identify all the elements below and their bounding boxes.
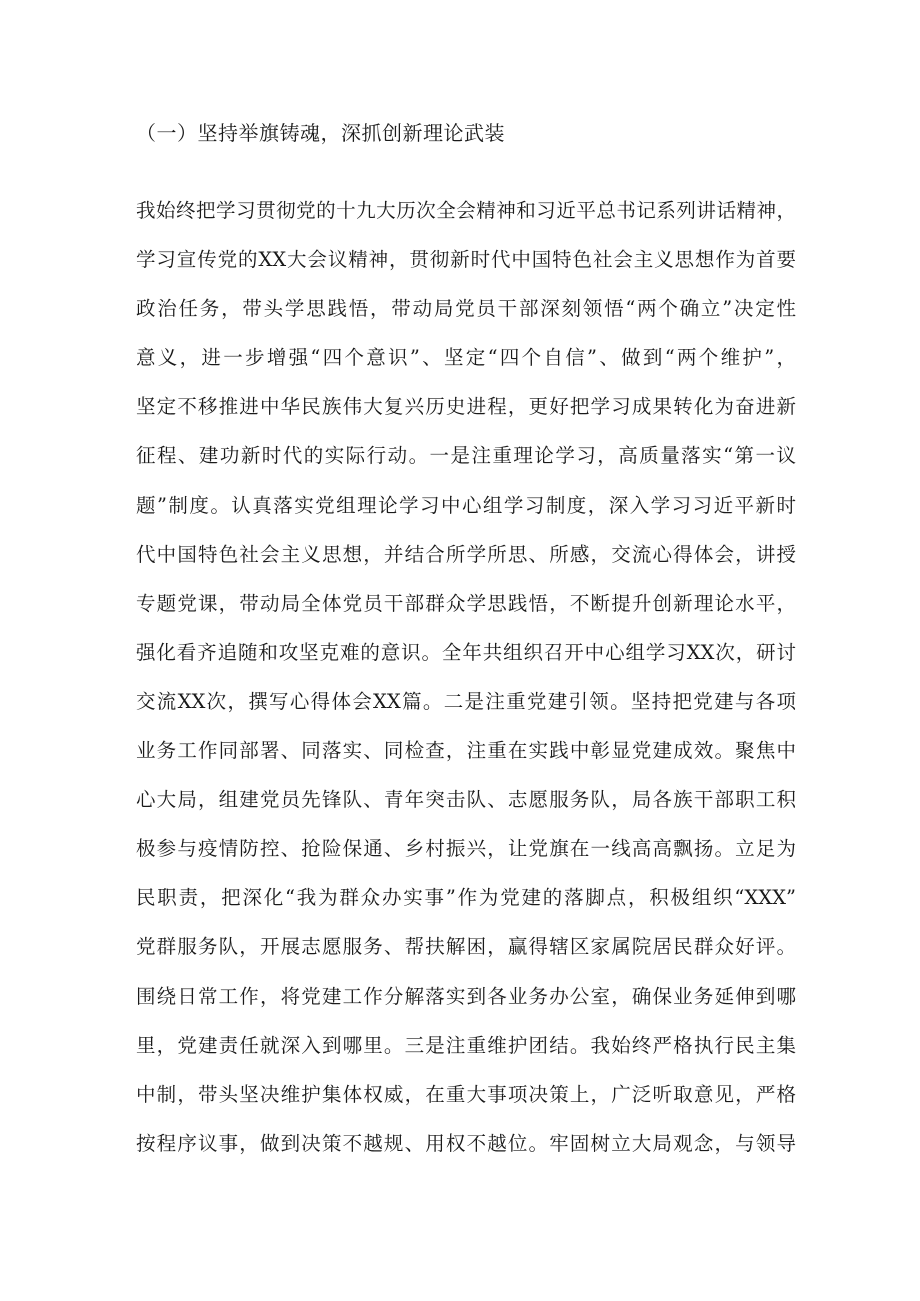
paragraph-line: 学习宣传党的XX大会议精神，贯彻新时代中国特色社会主义思想作为首要 [136, 248, 796, 272]
paragraph-line: 意义，进一步增强“四个意识”、坚定“四个自信”、做到“两个维护”， [136, 346, 796, 370]
paragraph-line: 极参与疫情防控、抢险保通、乡村振兴，让党旗在一线高高飘扬。立足为 [136, 837, 796, 861]
paragraph-line: 按程序议事，做到决策不越规、用权不越位。牢固树立大局观念，与领导 [136, 1131, 796, 1155]
paragraph-line: 党群服务队，开展志愿服务、帮扶解困，赢得辖区家属院居民群众好评。 [136, 935, 796, 959]
paragraph-line: 征程、建功新时代的实际行动。一是注重理论学习，高质量落实“第一议 [136, 444, 796, 468]
section-heading: （一）坚持举旗铸魂，深抓创新理论武装 [136, 121, 505, 145]
paragraph-line: 里，党建责任就深入到哪里。三是注重维护团结。我始终严格执行民主集 [136, 1033, 796, 1057]
paragraph-line: 民职责，把深化“我为群众办实事”作为党建的落脚点，积极组织“XXX” [136, 886, 796, 910]
paragraph-line: 我始终把学习贯彻党的十九大历次全会精神和习近平总书记系列讲话精神， [136, 199, 796, 222]
paragraph-line: 交流XX次，撰写心得体会XX篇。二是注重党建引领。坚持把党建与各项 [136, 689, 796, 713]
paragraph-line: 围绕日常工作，将党建工作分解落实到各业务办公室，确保业务延伸到哪 [136, 984, 796, 1008]
paragraph-line: 专题党课，带动局全体党员干部群众学思践悟，不断提升创新理论水平， [136, 591, 796, 615]
paragraph-line: 业务工作同部署、同落实、同检查，注重在实践中彰显党建成效。聚焦中 [136, 739, 796, 763]
paragraph-line: 代中国特色社会主义思想，并结合所学所思、所感，交流心得体会，讲授 [136, 542, 796, 566]
body-paragraph [136, 186, 796, 1168]
paragraph-line: 心大局，组建党员先锋队、青年突击队、志愿服务队，局各族干部职工积 [136, 788, 796, 812]
paragraph-line: 强化看齐追随和攻坚克难的意识。全年共组织召开中心组学习XX次，研讨 [136, 640, 796, 664]
paragraph-line: 政治任务，带头学思践悟，带动局党员干部深刻领悟“两个确立”决定性 [136, 297, 796, 321]
paragraph-line: 中制，带头坚决维护集体权威，在重大事项决策上，广泛听取意见，严格 [136, 1082, 796, 1106]
paragraph-line: 坚定不移推进中华民族伟大复兴历史进程，更好把学习成果转化为奋进新 [136, 395, 796, 419]
paragraph-line: 题”制度。认真落实党组理论学习中心组学习制度，深入学习习近平新时 [136, 493, 796, 517]
